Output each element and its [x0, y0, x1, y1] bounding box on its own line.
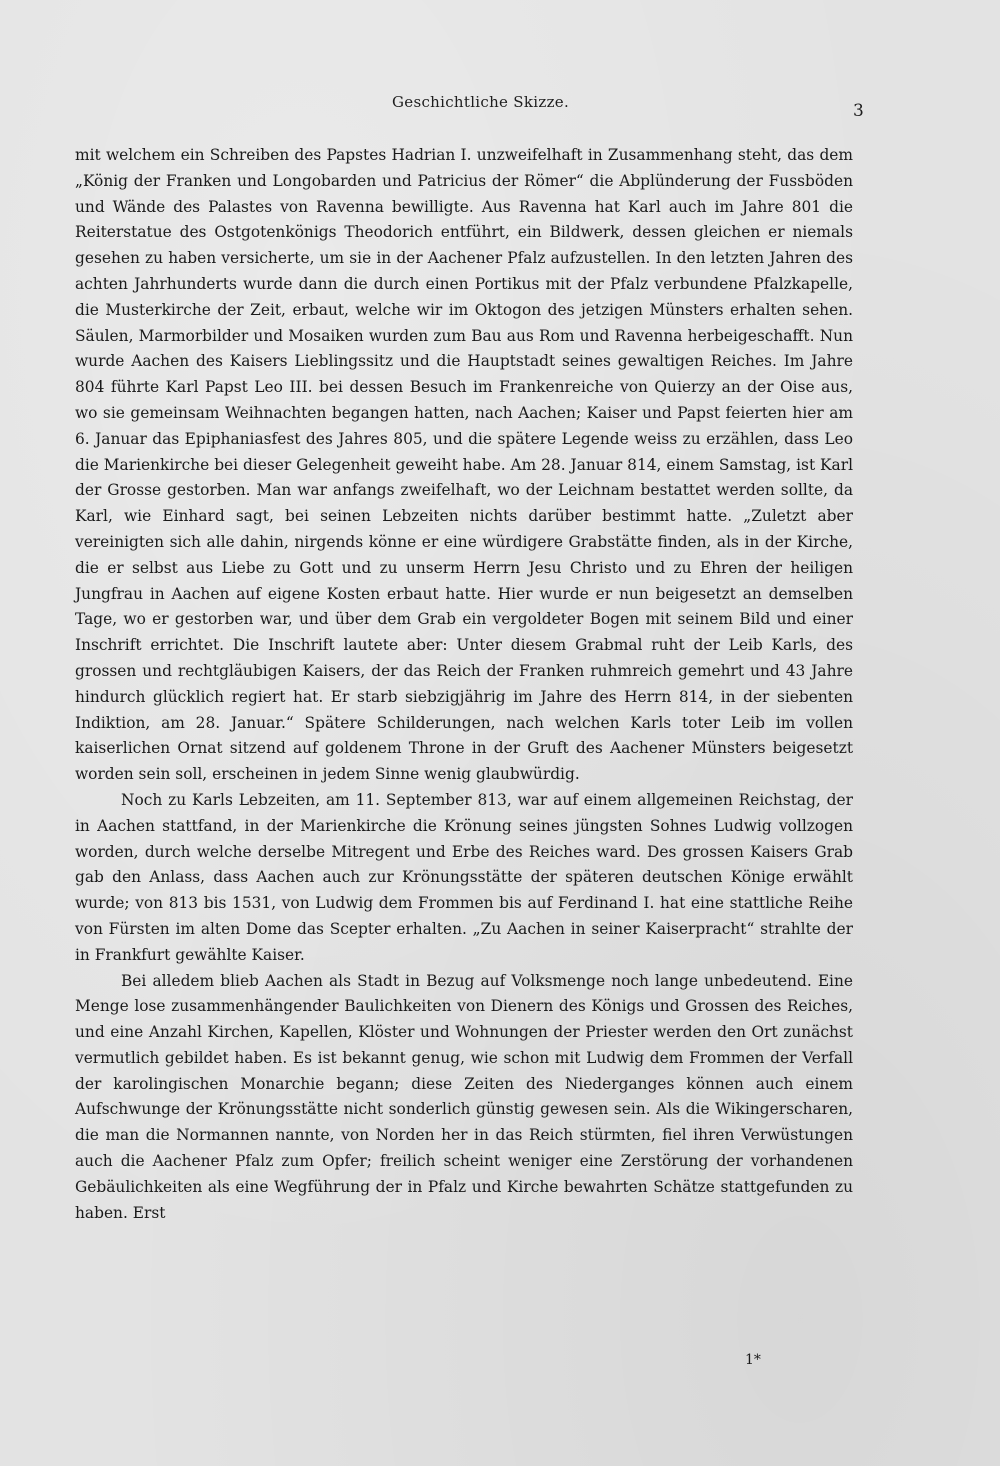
paragraph-2: Noch zu Karls Lebzeiten, am 11. September 813, war auf einem allgemeinen Reichstag, der in Aachen stattfand, in der Marienkirche die Krönung seines jüngsten Sohnes Ludwig vollzogen worden, durch welche derselbe Mitregent und Erbe des Reiches ward. Des grossen Kaisers Grab gab den Anlass, dass Aachen auch zur Krönungsstätte der späteren deutschen Könige erwählt wurde; von 813 bis 1531, von Ludwig dem Frommen bis auf Ferdinand I. hat eine stattliche Reihe von Fürsten im alten Dome das Scepter erhalten. „Zu Aachen in seiner Kaiserpracht“ strahlte der in Frankfurt gewählte Kaiser. — [75, 790, 853, 964]
body-text — [75, 143, 853, 1226]
paragraph-1: mit welchem ein Schreiben des Papstes Hadrian I. unzweifelhaft in Zusammenhang steht, das dem „König der Franken und Longobarden und Patricius der Römer“ die Abplünderung der Fussböden und Wände des Palastes von Ravenna bewilligte. Aus Ravenna hat Karl auch im Jahre 801 die Reiterstatue des Ostgotenkönigs Theodorich entführt, ein Bildwerk, dessen gleichen er niemals gesehen zu haben versicherte, um sie in der Aachener Pfalz aufzustellen. In den letzten Jahren des achten Jahrhunderts wurde dann die durch einen Portikus mit der Pfalz verbundene Pfalzkapelle, die Musterkirche der Zeit, erbaut, welche wir im Oktogon des jetzigen Münsters erhalten sehen. Säulen, Marmorbilder und Mosaiken wurden zum Bau aus Rom und Ravenna herbeigeschafft. Nun wurde Aachen des Kaisers Lieblingssitz und die Hauptstadt seines gewaltigen Reiches. Im Jahre 804 führte Karl Papst Leo III. bei dessen Besuch im Frankenreiche von Quierzy an der Oise aus, wo sie gemeinsam Weihnachten begangen hatten, nach Aachen; Kaiser und Papst feierten hier am 6. Januar das Epiphaniasfest des Jahres 805, und die spätere Legende weiss zu erzählen, dass Leo die Marienkirche bei dieser Gelegenheit geweiht habe. Am 28. Januar 814, einem Samstag, ist Karl der Grosse gestorben. Man war anfangs zweifelhaft, wo der Leichnam bestattet werden sollte, da Karl, wie Einhard sagt, bei seinen Lebzeiten nichts darüber bestimmt hatte. „Zuletzt aber vereinigten sich alle dahin, nirgends könne er eine würdigere Grabstätte finden, als in der Kirche, die er selbst aus Liebe zu Gott und zu unserm Herrn Jesu Christo und zu Ehren der heiligen Jungfrau in Aachen auf eigene Kosten erbaut hatte. Hier wurde er nun beigesetzt an demselben Tage, wo er gestorben war, und über dem Grab ein vergoldeter Bogen mit seinem Bild und einer Inschrift errichtet. Die Inschrift lautete aber: Unter diesem Grabmal ruht der Leib Karls, des grossen und rechtgläubigen Kaisers, der das Reich der Franken ruhmreich gemehrt und 43 Jahre hindurch glücklich regiert hat. Er starb siebzigjährig im Jahre des Herrn 814, in der siebenten Indiktion, am 28. Januar.“ Spätere Schilderungen, nach welchen Karls toter Leib im vollen kaiserlichen Ornat sitzend auf goldenem Throne in der Gruft des Aachener Münsters beigesetzt worden sein soll, erscheinen in jedem Sinne wenig glaubwürdig. — [75, 146, 853, 784]
signature-mark: 1* — [745, 1352, 761, 1368]
paragraph-3: Bei alledem blieb Aachen als Stadt in Bezug auf Volksmenge noch lange unbedeutend. Eine Menge lose zusammenhängender Baulichkeiten von Dienern des Königs und Grossen des Reiches, und eine Anzahl Kirchen, Kapellen, Klöster und Wohnungen der Priester werden den Ort zunächst vermutlich gebildet haben. Es ist bekannt genug, wie schon mit Ludwig dem Frommen der Verfall der karolingischen Monarchie begann; diese Zeiten des Niederganges können auch einem Aufschwunge der Krönungsstätte nicht sonderlich günstig gewesen sein. Als die Wikingerscharen, die man die Normannen nannte, von Norden her in das Reich stürmten, fiel ihren Verwüstungen auch die Aachener Pfalz zum Opfer; freilich scheint weniger eine Zerstörung der vorhandenen Gebäulichkeiten als eine Wegführung der in Pfalz und Kirche bewahrten Schätze stattgefunden zu haben. Erst — [75, 971, 853, 1222]
page-header — [0, 93, 1000, 123]
running-head: Geschichtliche Skizze. — [392, 93, 570, 111]
page-number: 3 — [853, 101, 864, 121]
